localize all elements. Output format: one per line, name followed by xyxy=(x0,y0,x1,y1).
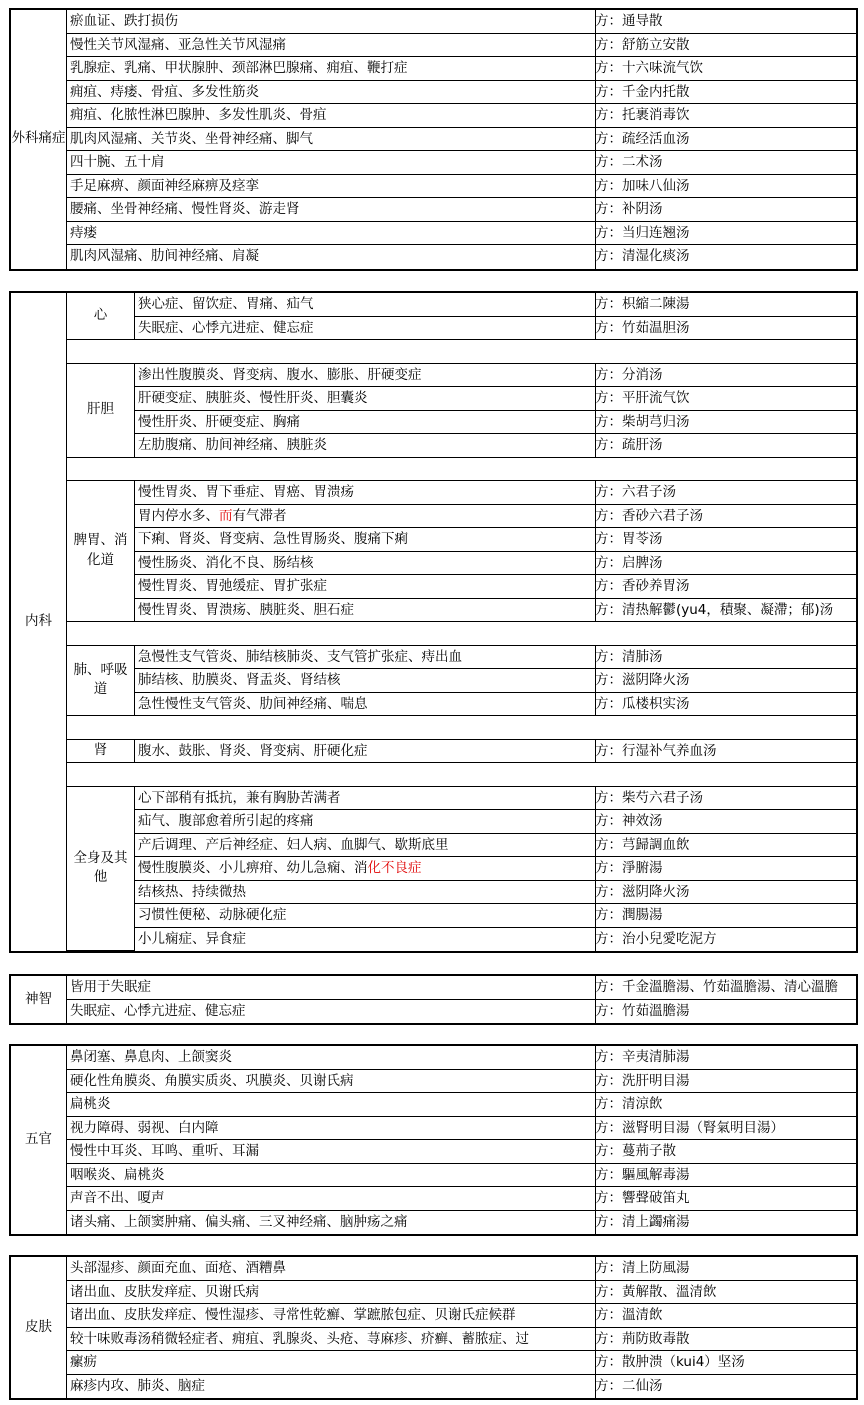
formula-cell xyxy=(592,552,856,575)
formula-name: 当归连翘汤 xyxy=(622,224,690,241)
formula-cell xyxy=(592,128,856,151)
formula-cell xyxy=(592,575,856,598)
condition-cell: 肝硬变症、胰脏炎、慢性肝炎、胆囊炎 xyxy=(135,387,596,410)
table-row xyxy=(135,693,856,717)
condition-cell xyxy=(135,857,596,880)
formula-cell xyxy=(592,104,856,127)
formula-name: 加味八仙汤 xyxy=(622,177,690,194)
condition-text-highlight: 化不良症 xyxy=(367,860,422,876)
formula-cell xyxy=(592,198,856,221)
table-row xyxy=(67,1117,856,1141)
formula-prefix: 方： xyxy=(595,930,622,947)
condition-cell: 产后调理、产后神经症、妇人病、血脚气、歇斯底里 xyxy=(135,834,596,857)
condition-cell: 腹水、鼓胀、肾炎、肾变病、肝硬化症 xyxy=(135,740,596,763)
table-row xyxy=(67,1281,856,1305)
condition-cell: 结核热、持续微热 xyxy=(135,881,596,904)
formula-prefix: 方： xyxy=(595,672,622,688)
table-row xyxy=(67,1328,856,1352)
formula-prefix: 方： xyxy=(595,484,622,500)
table-row xyxy=(67,1257,856,1281)
condition-cell: 失眠症、心悸亢进症、健忘症 xyxy=(67,1000,596,1024)
table-row xyxy=(135,364,856,388)
formula-prefix: 方： xyxy=(595,742,622,759)
condition-cell: 头部湿疹、颜面充血、面疮、酒糟鼻 xyxy=(67,1257,596,1280)
table-row xyxy=(67,128,856,152)
formula-prefix: 方： xyxy=(595,60,622,76)
condition-cell: 痔瘘 xyxy=(67,222,596,245)
table-row xyxy=(135,575,856,599)
formula-cell xyxy=(592,1304,856,1327)
section-mind xyxy=(9,974,858,1025)
table-row xyxy=(135,857,856,881)
formula-name: 二术汤 xyxy=(622,154,663,170)
condition-cell: 心下部稍有抵抗，兼有胸胁苦满者 xyxy=(135,787,596,810)
formula-prefix: 方： xyxy=(595,1166,622,1183)
formula-prefix: 方： xyxy=(595,437,622,453)
table-row xyxy=(67,222,856,246)
formula-prefix: 方： xyxy=(595,1307,622,1323)
group-separator-row xyxy=(67,763,856,787)
subcategory-label: 肾 xyxy=(67,740,135,764)
table-row xyxy=(67,1351,856,1375)
formula-cell xyxy=(592,881,856,904)
formula-cell xyxy=(592,293,856,316)
condition-cell: 慢性胃炎、胃弛缓症、胃扩张症 xyxy=(135,575,596,598)
condition-cell: 肌肉风湿痛、关节炎、坐骨神经痛、脚气 xyxy=(67,128,596,151)
formula-name: 清肺汤 xyxy=(622,648,663,665)
table-row xyxy=(67,1000,856,1024)
table-row xyxy=(135,646,856,670)
table-row xyxy=(135,810,856,834)
table-row xyxy=(135,740,856,764)
category-label: 五官 xyxy=(11,1046,67,1234)
condition-cell: 乳腺症、乳痛、甲状腺肿、颈部淋巴腺痛、痈疽、鞭打症 xyxy=(67,57,596,80)
condition-cell: 习惯性便秘、动脉硬化症 xyxy=(135,904,596,927)
formula-prefix: 方： xyxy=(595,36,622,53)
formula-name: 滋腎明目湯（腎氣明目湯） xyxy=(622,1119,784,1136)
formula-name: 清热解鬱(yu4，積聚、凝滯；郁)汤 xyxy=(622,601,834,618)
formula-name: 舒筋立安散 xyxy=(622,36,690,53)
formula-name: 散肿溃（kui4）坚汤 xyxy=(622,1354,745,1370)
formula-prefix: 方： xyxy=(595,107,622,123)
table-row xyxy=(67,151,856,175)
subcategory-label: 肺、呼吸道 xyxy=(67,646,135,717)
table-row xyxy=(135,411,856,435)
table-row xyxy=(67,10,856,34)
condition-cell: 鼻闭塞、鼻息肉、上颌窦炎 xyxy=(67,1046,596,1069)
formula-name: 千金内托散 xyxy=(622,83,690,100)
condition-text: 有气滞者 xyxy=(232,507,287,524)
condition-cell: 肌肉风湿痛、肋间神经痛、肩凝 xyxy=(67,245,596,269)
formula-prefix: 方： xyxy=(595,648,622,665)
formula-cell xyxy=(592,1211,856,1235)
formula-prefix: 方： xyxy=(595,578,622,594)
formula-prefix: 方： xyxy=(595,1260,622,1276)
condition-cell: 腰痛、坐骨神经痛、慢性肾炎、游走肾 xyxy=(67,198,596,221)
formula-prefix: 方： xyxy=(595,860,622,876)
formula-name: 洗肝明目湯 xyxy=(622,1072,690,1089)
formula-name: 驅風解毒湯 xyxy=(622,1166,690,1183)
condition-cell: 小儿痫症、异食症 xyxy=(135,928,596,952)
section-five-senses xyxy=(9,1044,858,1236)
formula-cell xyxy=(592,222,856,245)
formula-prefix: 方： xyxy=(595,130,622,147)
condition-cell: 下痢、肾炎、肾变病、急性胃肠炎、腹痛下痢 xyxy=(135,528,596,551)
formula-prefix: 方： xyxy=(595,1119,622,1136)
formula-prefix: 方： xyxy=(595,1190,622,1206)
formula-prefix: 方： xyxy=(595,154,622,170)
formula-cell xyxy=(592,669,856,692)
table-row xyxy=(67,57,856,81)
formula-cell xyxy=(592,810,856,833)
condition-cell: 慢性肝炎、肝硬变症、胸痛 xyxy=(135,411,596,434)
table-row xyxy=(67,104,856,128)
formula-name: 香砂养胃汤 xyxy=(622,578,690,594)
formula-cell xyxy=(592,10,856,33)
condition-cell: 慢性肠炎、消化不良、肠结核 xyxy=(135,552,596,575)
formula-cell xyxy=(592,857,856,880)
formula-name: 十六味流气饮 xyxy=(622,60,703,76)
group-separator-row xyxy=(67,716,856,740)
condition-cell: 声音不出、嗄声 xyxy=(67,1187,596,1210)
formula-name: 荊防敗毒散 xyxy=(622,1330,690,1347)
formula-prefix: 方： xyxy=(595,695,622,712)
condition-text: 胃内停水多、 xyxy=(138,507,219,524)
formula-prefix: 方： xyxy=(595,883,622,900)
formula-prefix: 方： xyxy=(595,836,622,853)
table-row xyxy=(67,1304,856,1328)
condition-cell: 急慢性支气管炎、肺结核肺炎、支气管扩张症、痔出血 xyxy=(135,646,596,669)
condition-cell: 瘀血证、跌打损伤 xyxy=(67,10,596,33)
formula-cell xyxy=(592,904,856,927)
formula-name: 枳縮二陳湯 xyxy=(622,296,690,312)
condition-cell: 诸头痛、上颌窦肿痛、偏头痛、三叉神经痛、脑肿疡之痛 xyxy=(67,1211,596,1235)
formula-name: 二仙汤 xyxy=(622,1377,663,1394)
condition-cell: 诸出血、皮肤发痒症、贝谢氏病 xyxy=(67,1281,596,1304)
formula-prefix: 方： xyxy=(595,83,622,100)
table-row xyxy=(135,528,856,552)
table-row xyxy=(67,1070,856,1094)
formula-name: 清上防風湯 xyxy=(622,1260,690,1276)
condition-cell: 诸出血、皮肤发痒症、慢性湿疹、寻常性乾癬、掌蹠脓包症、贝谢氏症候群 xyxy=(67,1304,596,1327)
formula-cell xyxy=(592,528,856,551)
condition-cell: 失眠症、心悸亢进症、健忘症 xyxy=(135,317,596,340)
formula-cell xyxy=(592,34,856,57)
formula-name: 香砂六君子汤 xyxy=(622,507,703,524)
condition-cell: 疝气、腹部愈着所引起的疼痛 xyxy=(135,810,596,833)
formula-prefix: 方： xyxy=(595,789,622,806)
condition-cell: 慢性胃炎、胃下垂症、胃癌、胃溃疡 xyxy=(135,481,596,504)
formula-name: 清涼飲 xyxy=(622,1096,663,1112)
formula-name: 蔓荊子散 xyxy=(622,1143,676,1159)
formula-name: 补阴汤 xyxy=(622,201,663,217)
formula-prefix: 方： xyxy=(595,13,622,29)
formula-cell xyxy=(592,1351,856,1374)
formula-prefix: 方： xyxy=(595,248,622,264)
condition-cell: 左肋腹痛、肋间神经痛、胰脏炎 xyxy=(135,434,596,457)
formula-prefix: 方： xyxy=(595,177,622,194)
condition-cell: 急性慢性支气管炎、肋间神经痛、喘息 xyxy=(135,693,596,716)
formula-name: 六君子汤 xyxy=(622,484,676,500)
group-separator-row xyxy=(67,458,856,482)
formula-cell xyxy=(592,364,856,387)
formula-cell xyxy=(592,317,856,340)
formula-cell xyxy=(592,1375,856,1399)
formula-cell xyxy=(592,57,856,80)
subcategory-label: 肝胆 xyxy=(67,364,135,458)
table-row xyxy=(135,834,856,858)
formula-prefix: 方： xyxy=(595,601,622,618)
table-row xyxy=(135,599,856,623)
formula-cell xyxy=(592,245,856,269)
formula-name: 辛夷清肺湯 xyxy=(622,1049,690,1065)
formula-name: 启脾汤 xyxy=(622,554,663,571)
formula-prefix: 方： xyxy=(595,296,622,312)
formula-prefix: 方： xyxy=(595,507,622,524)
table-row xyxy=(135,505,856,529)
formula-cell xyxy=(592,1046,856,1069)
formula-prefix: 方： xyxy=(595,554,622,571)
condition-text-highlight: 而 xyxy=(219,507,233,524)
group-separator-row xyxy=(67,340,856,364)
condition-cell: 硬化性角膜炎、角膜实质炎、巩膜炎、贝谢氏病 xyxy=(67,1070,596,1093)
formula-prefix: 方： xyxy=(595,979,622,995)
table-row xyxy=(135,787,856,811)
condition-cell: 慢性中耳炎、耳鸣、重听、耳漏 xyxy=(67,1140,596,1163)
condition-cell: 皆用于失眠症 xyxy=(67,976,596,999)
formula-name: 千金溫膽湯、竹茹溫膽湯、清心溫膽 xyxy=(622,979,838,995)
formula-cell xyxy=(592,1117,856,1140)
table-row xyxy=(67,1211,856,1235)
formula-name: 柴芍六君子汤 xyxy=(622,789,703,806)
formula-name: 竹茹温胆汤 xyxy=(622,319,690,336)
formula-name: 清上蠲痛湯 xyxy=(622,1213,690,1230)
formula-prefix: 方： xyxy=(595,1002,622,1019)
table-row xyxy=(135,669,856,693)
formula-name: 行湿补气养血汤 xyxy=(622,742,717,759)
formula-name: 治小兒愛吃泥方 xyxy=(622,930,717,947)
formula-prefix: 方： xyxy=(595,390,622,406)
table-row xyxy=(135,317,856,341)
section-skin xyxy=(9,1255,858,1400)
formula-name: 滋阴降火汤 xyxy=(622,672,690,688)
formula-cell xyxy=(592,1187,856,1210)
condition-cell xyxy=(135,505,596,528)
formula-name: 柴胡芎归汤 xyxy=(622,413,690,430)
formula-name: 分消汤 xyxy=(622,366,663,383)
table-row xyxy=(135,904,856,928)
category-label: 皮肤 xyxy=(11,1257,67,1398)
table-row xyxy=(67,175,856,199)
condition-cell: 狭心症、留饮症、胃痛、疝气 xyxy=(135,293,596,316)
category-label: 内科 xyxy=(11,293,67,951)
formula-prefix: 方： xyxy=(595,1354,622,1370)
subcategory-label: 全身及其他 xyxy=(67,787,135,952)
formula-name: 托裹消毒饮 xyxy=(622,107,690,123)
formula-prefix: 方： xyxy=(595,531,622,547)
formula-cell xyxy=(592,151,856,174)
table-row xyxy=(67,1187,856,1211)
formula-name: 通导散 xyxy=(622,13,663,29)
condition-cell: 渗出性腹膜炎、肾变病、腹水、膨胀、肝硬变症 xyxy=(135,364,596,387)
condition-cell: 手足麻痹、颜面神经麻痹及痉挛 xyxy=(67,175,596,198)
formula-prefix: 方： xyxy=(595,413,622,430)
formula-name: 黃解散、溫清飲 xyxy=(622,1283,717,1300)
formula-prefix: 方： xyxy=(595,319,622,336)
table-row xyxy=(135,481,856,505)
formula-cell xyxy=(592,1140,856,1163)
table-row xyxy=(67,976,856,1000)
table-row xyxy=(67,81,856,105)
table-row xyxy=(135,434,856,458)
formula-name: 響聲破笛丸 xyxy=(622,1190,690,1206)
table-row xyxy=(67,1375,856,1399)
formula-cell xyxy=(592,1000,856,1024)
condition-cell: 慢性关节风湿痛、亚急性关节风湿痛 xyxy=(67,34,596,57)
condition-cell: 慢性胃炎、胃溃疡、胰脏炎、胆石症 xyxy=(135,599,596,622)
formula-prefix: 方： xyxy=(595,907,622,923)
formula-name: 淨腑湯 xyxy=(622,860,663,876)
table-row xyxy=(135,928,856,952)
formula-cell xyxy=(592,740,856,763)
formula-cell xyxy=(592,411,856,434)
formula-cell xyxy=(592,693,856,716)
formula-prefix: 方： xyxy=(595,201,622,217)
group-separator-row xyxy=(67,622,856,646)
formula-name: 神效汤 xyxy=(622,813,663,829)
table-row xyxy=(67,34,856,58)
section-internal-medicine xyxy=(9,291,858,953)
formula-cell xyxy=(592,175,856,198)
table-row xyxy=(135,881,856,905)
formula-prefix: 方： xyxy=(595,1049,622,1065)
formula-cell xyxy=(592,834,856,857)
formula-name: 平肝流气饮 xyxy=(622,390,690,406)
formula-cell xyxy=(592,976,856,999)
formula-cell xyxy=(592,505,856,528)
table-row xyxy=(135,552,856,576)
condition-cell: 四十腕、五十肩 xyxy=(67,151,596,174)
formula-name: 疏经活血汤 xyxy=(622,130,690,147)
table-row xyxy=(67,245,856,269)
formula-prefix: 方： xyxy=(595,1330,622,1347)
formula-name: 胃苓汤 xyxy=(622,531,663,547)
table-row xyxy=(135,293,856,317)
table-row xyxy=(67,1093,856,1117)
table-row xyxy=(67,1140,856,1164)
condition-cell: 麻疹内攻、肺炎、脑症 xyxy=(67,1375,596,1399)
category-label: 神智 xyxy=(11,976,67,1023)
condition-cell: 视力障碍、弱视、白内障 xyxy=(67,1117,596,1140)
formula-cell xyxy=(592,1281,856,1304)
condition-cell: 痈疽、化脓性淋巴腺肿、多发性肌炎、骨疽 xyxy=(67,104,596,127)
formula-name: 滋阴降火汤 xyxy=(622,883,690,900)
subcategory-label: 心 xyxy=(67,293,135,340)
table-row xyxy=(67,1164,856,1188)
formula-name: 清湿化痰汤 xyxy=(622,248,690,264)
formula-prefix: 方： xyxy=(595,224,622,241)
formula-cell xyxy=(592,1328,856,1351)
condition-cell: 瘰疬 xyxy=(67,1351,596,1374)
formula-prefix: 方： xyxy=(595,1213,622,1230)
formula-cell xyxy=(592,81,856,104)
formula-cell xyxy=(592,646,856,669)
formula-prefix: 方： xyxy=(595,1283,622,1300)
formula-name: 竹茹溫膽湯 xyxy=(622,1002,690,1019)
formula-name: 溫清飲 xyxy=(622,1307,663,1323)
formula-prefix: 方： xyxy=(595,1072,622,1089)
formula-prefix: 方： xyxy=(595,813,622,829)
formula-prefix: 方： xyxy=(595,1096,622,1112)
condition-cell: 咽喉炎、扁桃炎 xyxy=(67,1164,596,1187)
category-label: 外科痛症 xyxy=(11,10,67,269)
formula-name: 芎歸調血飲 xyxy=(622,836,690,853)
formula-prefix: 方： xyxy=(595,366,622,383)
condition-cell: 扁桃炎 xyxy=(67,1093,596,1116)
formula-name: 疏肝汤 xyxy=(622,437,663,453)
formula-cell xyxy=(592,1093,856,1116)
table-row xyxy=(67,1046,856,1070)
formula-cell xyxy=(592,387,856,410)
formula-cell xyxy=(592,787,856,810)
table-row xyxy=(67,198,856,222)
formula-cell xyxy=(592,481,856,504)
formula-prefix: 方： xyxy=(595,1377,622,1394)
formula-prefix: 方： xyxy=(595,1143,622,1159)
formula-cell xyxy=(592,599,856,622)
formula-cell xyxy=(592,1070,856,1093)
formula-cell xyxy=(592,928,856,952)
condition-cell: 痈疽、痔瘘、骨疽、多发性筋炎 xyxy=(67,81,596,104)
subcategory-label: 脾胃、消化道 xyxy=(67,481,135,622)
section-external-pain xyxy=(9,8,858,271)
formula-cell xyxy=(592,1257,856,1280)
condition-text: 慢性腹膜炎、小儿痹疳、幼儿急痫、消 xyxy=(138,860,368,876)
condition-cell: 较十味败毒汤稍微轻症者、痈疽、乳腺炎、头疮、荨麻疹、疥癣、蓄脓症、过 xyxy=(67,1328,596,1351)
formula-cell xyxy=(592,434,856,457)
condition-cell: 肺结核、肋膜炎、肾盂炎、肾结核 xyxy=(135,669,596,692)
formula-name: 瓜楼枳实汤 xyxy=(622,695,690,712)
formula-cell xyxy=(592,1164,856,1187)
table-row xyxy=(135,387,856,411)
formula-name: 潤腸湯 xyxy=(622,907,663,923)
